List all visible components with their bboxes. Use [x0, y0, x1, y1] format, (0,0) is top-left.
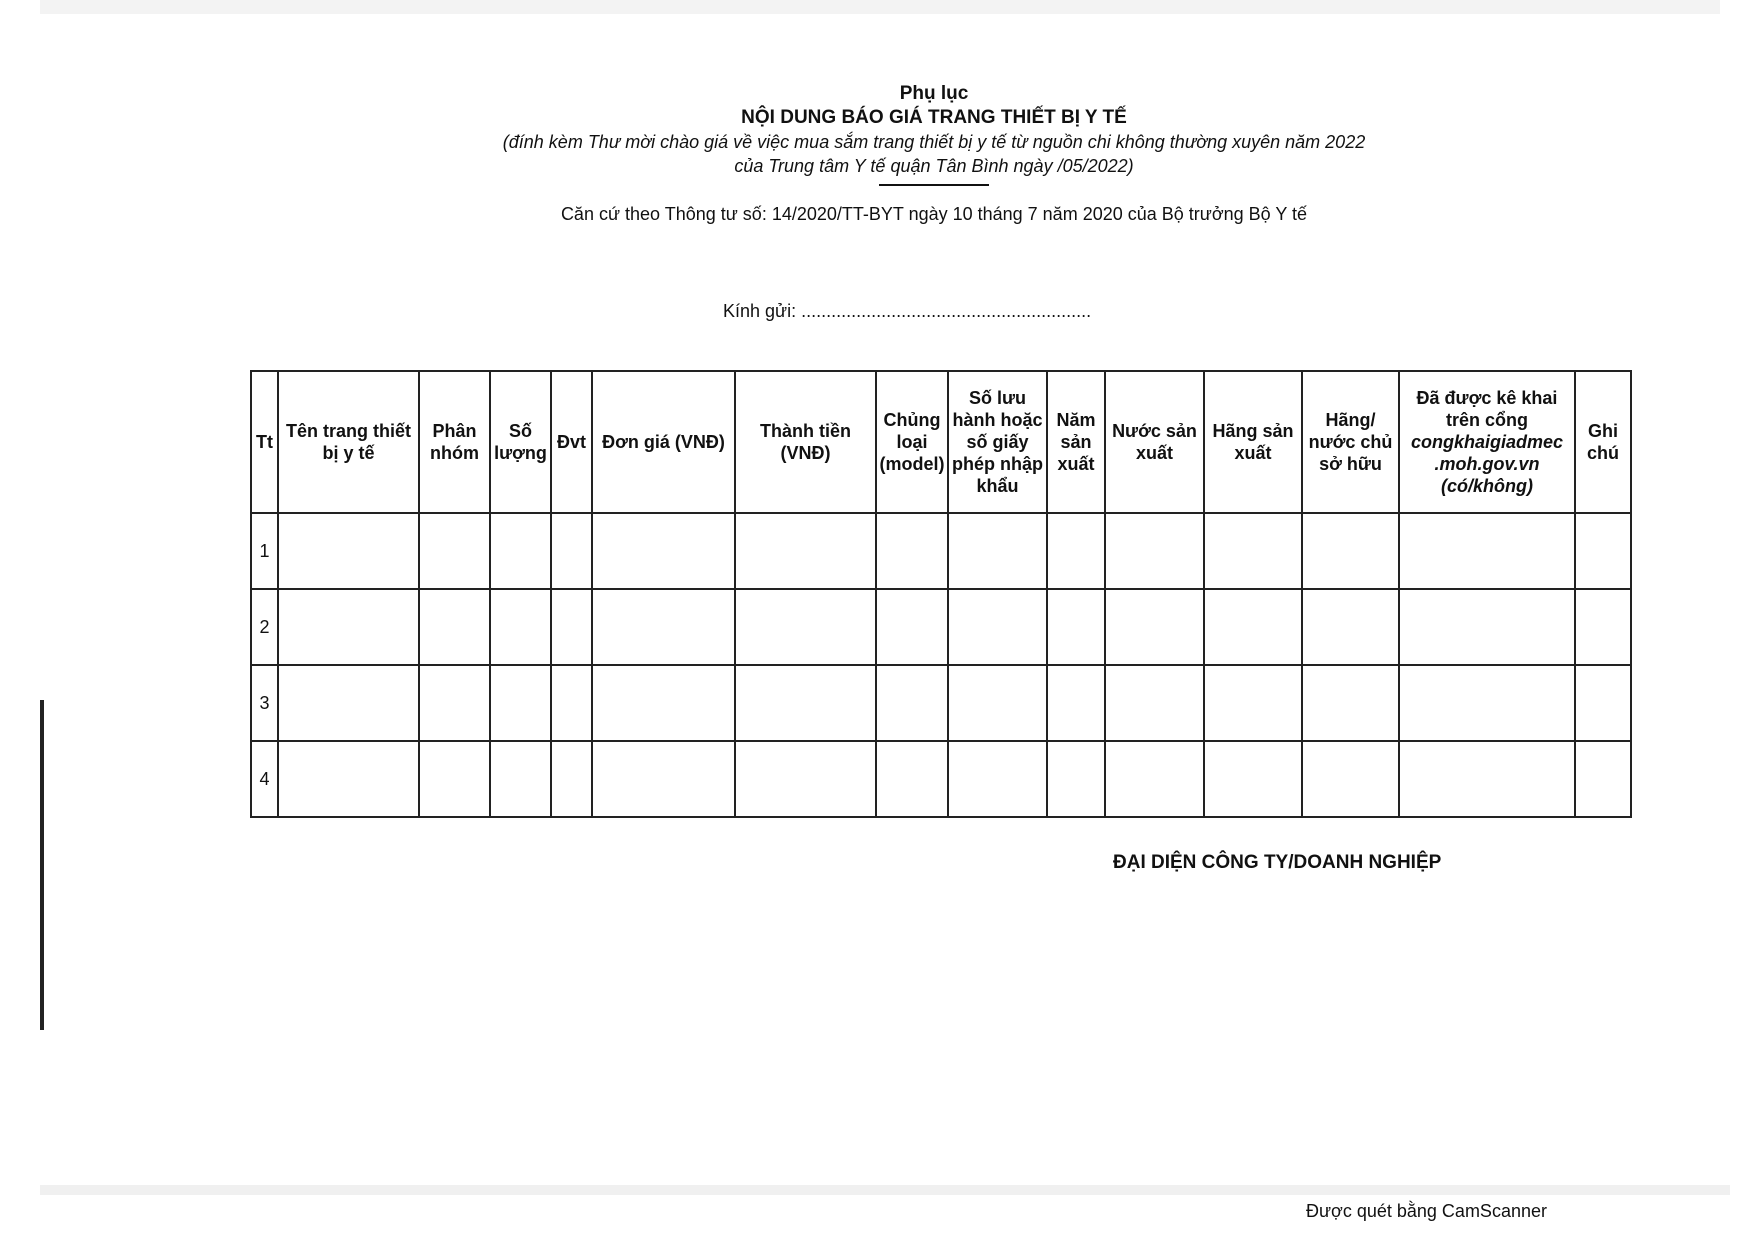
- table-cell[interactable]: [1302, 741, 1399, 817]
- table-cell[interactable]: [1399, 741, 1575, 817]
- col-header: Hãng/ nước chủ sở hữu: [1302, 371, 1399, 513]
- document-header: [0, 82, 1755, 186]
- subtitle-line-2: của Trung tâm Y tế quận Tân Bình ngày /05/2022): [734, 156, 1134, 176]
- appendix-label: Phụ lục: [899, 83, 969, 104]
- table-cell[interactable]: [1105, 589, 1204, 665]
- table-cell[interactable]: [278, 589, 419, 665]
- col-header: Chủng loại (model): [876, 371, 948, 513]
- table-cell[interactable]: [592, 589, 735, 665]
- table-cell[interactable]: [1105, 741, 1204, 817]
- table-cell[interactable]: [592, 665, 735, 741]
- table-cell[interactable]: [735, 741, 876, 817]
- table-cell[interactable]: [1105, 665, 1204, 741]
- table-cell[interactable]: [1399, 665, 1575, 741]
- table-row: [251, 665, 1631, 741]
- col-header: Phân nhóm: [419, 371, 490, 513]
- recipient-line: Kính gửi: ..........................................................: [723, 301, 1092, 321]
- table-cell[interactable]: [419, 513, 490, 589]
- quotation-table: [250, 370, 1632, 818]
- scanner-watermark: Được quét bằng CamScanner: [1306, 1201, 1547, 1221]
- table-header-row: [251, 371, 1631, 513]
- table-cell[interactable]: [735, 513, 876, 589]
- table-cell[interactable]: [876, 741, 948, 817]
- table-cell[interactable]: [948, 665, 1047, 741]
- table-cell[interactable]: [278, 513, 419, 589]
- scan-edge-top: [40, 0, 1720, 14]
- col-header: Tt: [251, 371, 278, 513]
- table-cell[interactable]: [419, 741, 490, 817]
- table-row: [251, 513, 1631, 589]
- table-cell[interactable]: [948, 513, 1047, 589]
- table-cell[interactable]: [551, 589, 592, 665]
- legal-basis: Căn cứ theo Thông tư số: 14/2020/TT-BYT ngày 10 tháng 7 năm 2020 của Bộ trưởng Bộ Y tế: [560, 204, 1308, 224]
- table-cell[interactable]: [551, 513, 592, 589]
- table-cell[interactable]: [1204, 665, 1302, 741]
- table-cell[interactable]: [948, 741, 1047, 817]
- table-cell[interactable]: [490, 513, 551, 589]
- row-number: 4: [251, 741, 278, 817]
- document-title: NỘI DUNG BÁO GIÁ TRANG THIẾT BỊ Y TẾ: [741, 107, 1127, 128]
- table-cell[interactable]: [592, 513, 735, 589]
- table-cell[interactable]: [1302, 513, 1399, 589]
- table-cell[interactable]: [490, 741, 551, 817]
- scan-edge-bottom: [40, 1185, 1730, 1195]
- col-header: Ghi chú: [1575, 371, 1631, 513]
- table-cell[interactable]: [1575, 513, 1631, 589]
- col-header-disclosure-line1: Đã được kê khai trên cổng: [1416, 388, 1558, 430]
- table-cell[interactable]: [419, 589, 490, 665]
- table-cell[interactable]: [735, 589, 876, 665]
- table-cell[interactable]: [278, 665, 419, 741]
- table-cell[interactable]: [1204, 589, 1302, 665]
- table-cell[interactable]: [592, 741, 735, 817]
- table-cell[interactable]: [1575, 589, 1631, 665]
- col-header: Tên trang thiết bị y tế: [278, 371, 419, 513]
- table-cell[interactable]: [1302, 665, 1399, 741]
- table-row: [251, 589, 1631, 665]
- table-cell[interactable]: [1204, 741, 1302, 817]
- row-number: 2: [251, 589, 278, 665]
- col-header-disclosure-line2: congkhaigiadmec .moh.gov.vn (có/không): [1410, 432, 1564, 496]
- table-cell[interactable]: [1302, 589, 1399, 665]
- col-header: Thành tiền (VNĐ): [735, 371, 876, 513]
- row-number: 1: [251, 513, 278, 589]
- table-cell[interactable]: [1047, 665, 1105, 741]
- table-cell[interactable]: [876, 665, 948, 741]
- col-header: Hãng sản xuất: [1204, 371, 1302, 513]
- table-cell[interactable]: [1575, 665, 1631, 741]
- col-header: Nước sản xuất: [1105, 371, 1204, 513]
- table-cell[interactable]: [1047, 589, 1105, 665]
- company-representative-label: ĐẠI DIỆN CÔNG TY/DOANH NGHIỆP: [1113, 852, 1442, 873]
- table-cell[interactable]: [1204, 513, 1302, 589]
- col-header: Số lượng: [490, 371, 551, 513]
- col-header: Đơn giá (VNĐ): [592, 371, 735, 513]
- row-number: 3: [251, 665, 278, 741]
- table-cell[interactable]: [1105, 513, 1204, 589]
- table-cell[interactable]: [490, 665, 551, 741]
- table-cell[interactable]: [1047, 741, 1105, 817]
- col-header: Số lưu hành hoặc số giấy phép nhập khẩu: [948, 371, 1047, 513]
- table-cell[interactable]: [419, 665, 490, 741]
- table-cell[interactable]: [876, 589, 948, 665]
- table-cell[interactable]: [735, 665, 876, 741]
- table-cell[interactable]: [1575, 741, 1631, 817]
- scan-edge-left: [40, 700, 44, 1030]
- table-cell[interactable]: [278, 741, 419, 817]
- table-cell[interactable]: [876, 513, 948, 589]
- col-header: Đvt: [551, 371, 592, 513]
- col-header: Năm sản xuất: [1047, 371, 1105, 513]
- table-cell[interactable]: [551, 741, 592, 817]
- table-cell[interactable]: [551, 665, 592, 741]
- header-divider: [879, 184, 989, 186]
- table-cell[interactable]: [948, 589, 1047, 665]
- table-cell[interactable]: [1399, 589, 1575, 665]
- subtitle-line-1: (đính kèm Thư mời chào giá về việc mua sắm trang thiết bị y tế từ nguồn chi không thường xuyên năm 2022: [502, 132, 1366, 152]
- table-cell[interactable]: [1399, 513, 1575, 589]
- table-row: [251, 741, 1631, 817]
- table-cell[interactable]: [490, 589, 551, 665]
- col-header-disclosure: [1399, 371, 1575, 513]
- table-cell[interactable]: [1047, 513, 1105, 589]
